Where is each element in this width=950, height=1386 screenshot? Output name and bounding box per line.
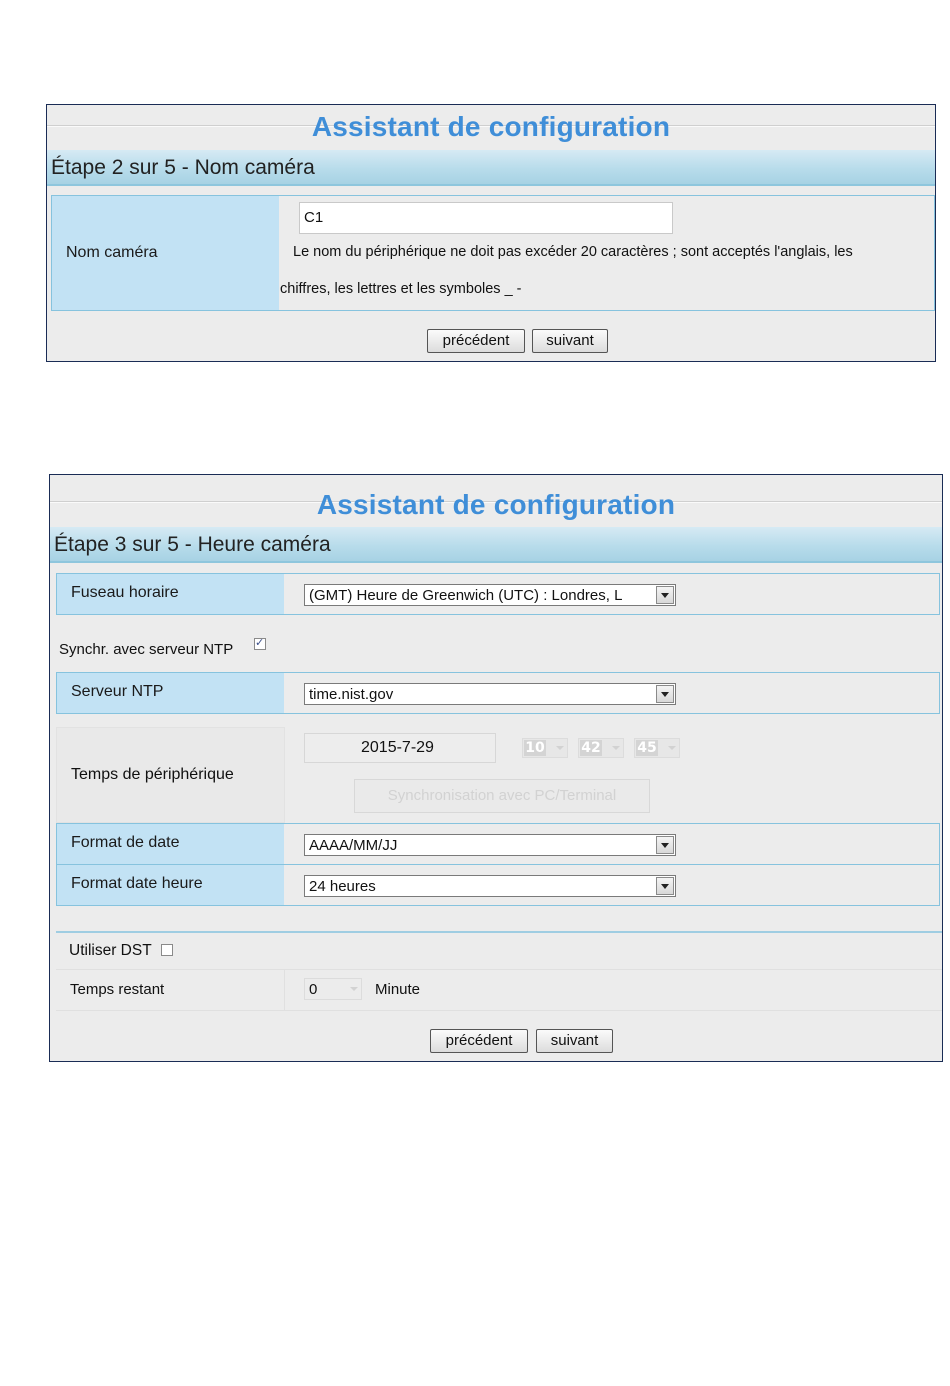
ntp-sync-checkbox[interactable] — [254, 638, 266, 650]
camera-name-input[interactable] — [299, 202, 673, 234]
camera-name-label-cell — [51, 195, 280, 311]
date-format-value-cell — [284, 823, 940, 865]
minute-select[interactable] — [578, 738, 624, 758]
time-format-label-cell — [56, 864, 285, 906]
step-label: Étape 3 sur 5 - Heure caméra — [54, 533, 331, 556]
timezone-select[interactable] — [304, 584, 676, 606]
remaining-row — [56, 969, 942, 1011]
ntp-sync-label: Synchr. avec serveur NTP — [59, 641, 234, 658]
device-time-label: Temps de périphérique — [71, 766, 234, 783]
remaining-value: 0 — [309, 981, 318, 998]
timezone-label-cell — [56, 573, 285, 615]
wizard-title: Assistant de configuration — [311, 111, 671, 142]
timezone-value-cell — [284, 573, 940, 615]
remaining-select[interactable] — [304, 978, 362, 1000]
hour-value: 10 — [525, 740, 545, 756]
remaining-label: Temps restant — [70, 981, 165, 998]
hour-select[interactable] — [522, 738, 568, 758]
date-format-label: Format de date — [71, 834, 180, 851]
chevron-down-icon — [656, 685, 674, 703]
step-header — [50, 527, 942, 563]
device-time-label-cell — [56, 727, 285, 823]
chevron-down-icon — [656, 836, 674, 854]
chevron-down-icon — [350, 987, 358, 991]
time-format-select[interactable] — [304, 875, 676, 897]
chevron-down-icon — [668, 746, 676, 750]
second-select[interactable] — [634, 738, 680, 758]
remaining-unit: Minute — [375, 981, 421, 998]
camera-name-hint-line2: chiffres, les lettres et les symboles _ - — [280, 281, 522, 297]
timezone-selected: (GMT) Heure de Greenwich (UTC) : Londres, L — [309, 587, 623, 604]
dst-label: Utiliser DST — [69, 942, 152, 959]
wizard-title: Assistant de configuration — [316, 489, 676, 520]
camera-name-input-value: C1 — [304, 209, 324, 226]
time-format-selected: 24 heures — [309, 878, 376, 895]
step-label: Étape 2 sur 5 - Nom caméra — [51, 156, 315, 179]
previous-button[interactable]: précédent — [430, 1029, 528, 1053]
ntp-server-label: Serveur NTP — [71, 683, 164, 700]
date-format-label-cell — [56, 823, 285, 865]
date-format-select[interactable] — [304, 834, 676, 856]
date-format-selected: AAAA/MM/JJ — [309, 837, 398, 854]
time-format-label: Format date heure — [71, 875, 203, 892]
minute-value: 42 — [581, 740, 601, 756]
time-format-value-cell — [284, 864, 940, 906]
device-date-value: 2015-7-29 — [361, 739, 434, 756]
device-date-input[interactable] — [304, 733, 496, 763]
ntp-server-label-cell — [56, 672, 285, 714]
camera-name-value-cell — [279, 195, 935, 311]
setup-wizard-step2-panel — [46, 104, 936, 362]
second-value: 45 — [637, 740, 657, 756]
ntp-server-selected: time.nist.gov — [309, 686, 394, 703]
chevron-down-icon — [556, 746, 564, 750]
next-button[interactable]: suivant — [532, 329, 608, 353]
setup-wizard-step3-panel — [49, 474, 943, 1062]
dst-checkbox[interactable] — [161, 944, 173, 956]
ntp-server-value-cell — [284, 672, 940, 714]
chevron-down-icon — [656, 586, 674, 604]
sync-pc-button[interactable]: Synchronisation avec PC/Terminal — [354, 779, 650, 813]
dst-divider — [56, 931, 942, 933]
remaining-divider — [284, 969, 285, 1011]
timezone-label: Fuseau horaire — [71, 584, 179, 601]
step-header — [47, 150, 935, 186]
next-button[interactable]: suivant — [536, 1029, 613, 1053]
ntp-server-select[interactable] — [304, 683, 676, 705]
camera-name-label: Nom caméra — [66, 244, 158, 261]
previous-button[interactable]: précédent — [427, 329, 525, 353]
camera-name-hint-line1: Le nom du périphérique ne doit pas excéder 20 caractères ; sont acceptés l'anglais, les — [293, 244, 853, 260]
chevron-down-icon — [612, 746, 620, 750]
chevron-down-icon — [656, 877, 674, 895]
